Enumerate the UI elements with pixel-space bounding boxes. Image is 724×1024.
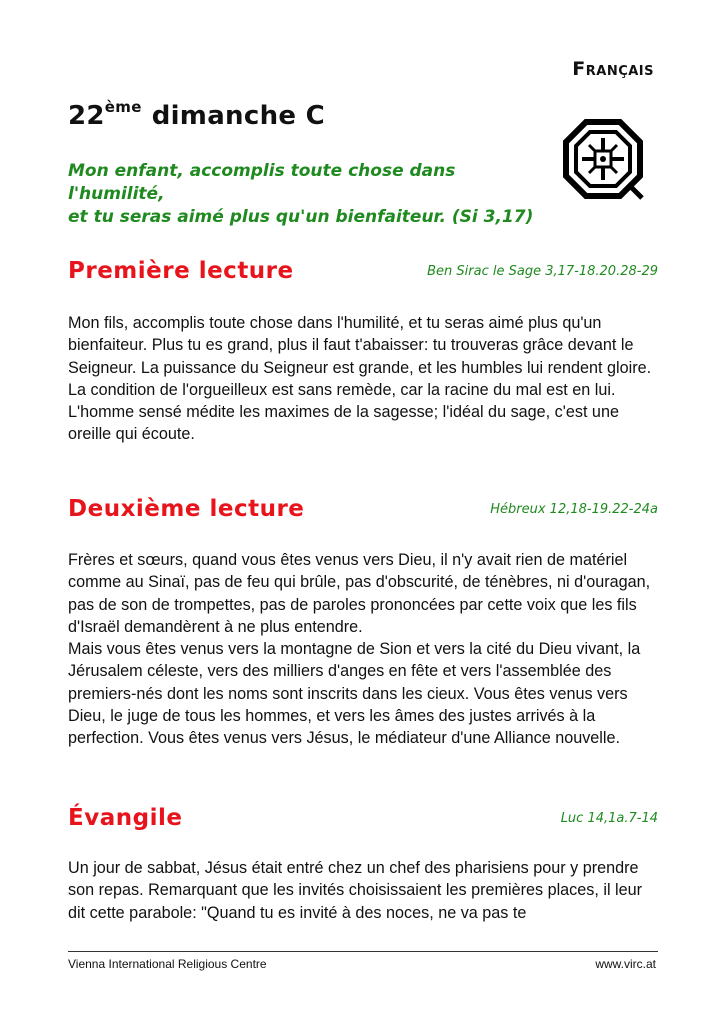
paragraph: Un jour de sabbat, Jésus était entré chez un chef des pharisiens pour y prendre son repas. Remarquant que les invités choisissaient les premières places, il leur dit cette parabole: "Quand tu es invité à des noces, ne va pas te bbox=[68, 859, 643, 922]
footer-organization: Vienna International Religious Centre bbox=[68, 957, 267, 971]
paragraph: Mon fils, accomplis toute chose dans l'humilité, et tu seras aimé plus qu'un bienfaiteur. Plus tu es grand, plus il faut t'abaisser: tu trouveras grâce devant le Seigneur. La puissance du Seigneur est grande, et les humbles lui rendent gloire. La condition de l'orgueilleux est sans remède, car la racine du mal est en lui. L'homme sensé médite les maximes de la sagesse; l'idéal du sage, c'est une oreille qui écoute. bbox=[68, 314, 652, 444]
section-header-evangile bbox=[68, 805, 658, 835]
section-header-deuxieme-lecture bbox=[68, 496, 658, 526]
page-title bbox=[68, 98, 325, 131]
section-title: Première lecture bbox=[68, 258, 294, 284]
paragraph: Frères et sœurs, quand vous êtes venus vers Dieu, il n'y avait rien de matériel comme au Sinaï, pas de feu qui brûle, pas d'obscurité, de ténèbres, ni d'ouragan, pas de son de trompettes, pas de paroles prononcées par cette voix que les fils d'Israël demandèrent à ne plus entendre. bbox=[68, 551, 651, 636]
title-number: 22 bbox=[68, 101, 105, 131]
section-reference: Ben Sirac le Sage 3,17-18.20.28-29 bbox=[427, 264, 658, 279]
section-body-deuxieme-lecture bbox=[68, 549, 662, 750]
section-reference: Hébreux 12,18-19.22-24a bbox=[490, 502, 658, 517]
section-body-premiere-lecture bbox=[68, 312, 662, 446]
language-label: Français bbox=[572, 58, 654, 80]
section-body-evangile bbox=[68, 857, 662, 924]
title-suffix: ème bbox=[104, 98, 142, 116]
section-header-premiere-lecture bbox=[68, 258, 658, 288]
section-reference: Luc 14,1a.7-14 bbox=[560, 811, 658, 826]
motto-line-2: et tu seras aimé plus qu'un bienfaiteur. (Si 3,17) bbox=[68, 207, 534, 227]
motto bbox=[68, 160, 548, 229]
paragraph: Mais vous êtes venus vers la montagne de Sion et vers la cité du Dieu vivant, la Jérusalem céleste, vers des milliers d'anges en fête et vers l'assemblée des premiers-nés dont les noms sont inscrits dans les cieux. Vous êtes venus vers Dieu, le juge de tous les hommes, et vers les âmes des justes arrivés à la perfection. Vous êtes venus vers Jésus, le médiateur d'une Alliance nouvelle. bbox=[68, 640, 641, 748]
section-title: Deuxième lecture bbox=[68, 496, 305, 522]
motto-line-1: Mon enfant, accomplis toute chose dans l'humilité, bbox=[68, 161, 456, 204]
title-rest: dimanche C bbox=[151, 101, 326, 131]
section-title: Évangile bbox=[68, 805, 183, 831]
footer-divider bbox=[68, 951, 658, 952]
footer-website-link[interactable]: www.virc.at bbox=[595, 957, 656, 971]
virc-emblem-icon bbox=[562, 118, 644, 200]
